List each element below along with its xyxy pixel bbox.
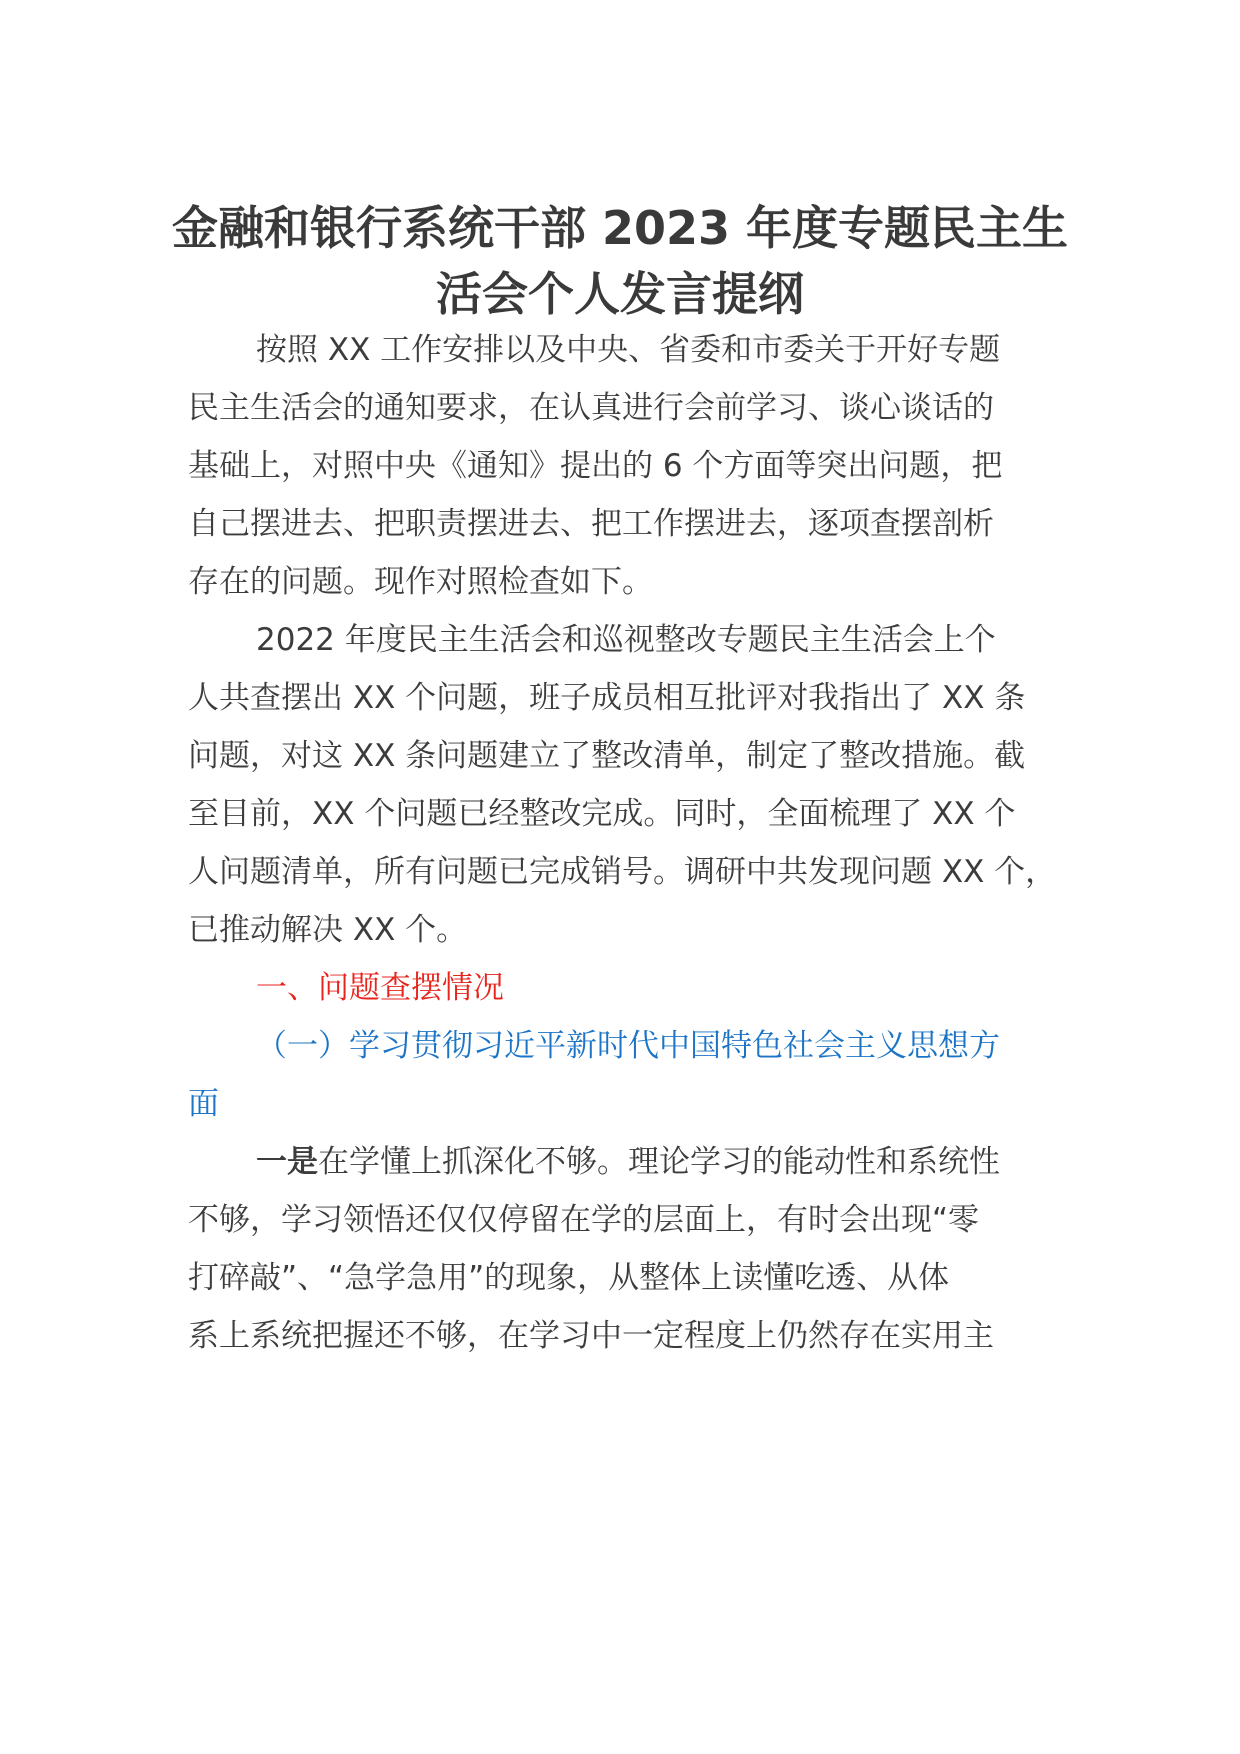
subsection-heading-line-1: （一）学习贯彻习近平新时代中国特色社会主义思想方 [256,1028,1000,1064]
paragraph-3-line-1-text: 在学懂上抓深化不够。理论学习的能动性和系统性 [318,1144,1000,1180]
paragraph-2-line-6: 已推动解决 XX 个。 [188,912,468,948]
paragraph-2-line-2: 人共查摆出 XX 个问题，班子成员相互批评对我指出了 XX 条 [188,680,1026,716]
document-title-line-2: 活会个人发言提纲 [436,267,804,321]
paragraph-1-line-3: 基础上，对照中央《通知》提出的 6 个方面等突出问题，把 [188,448,1003,484]
paragraph-3-line-4: 系上系统把握还不够，在学习中一定程度上仍然存在实用主 [188,1318,994,1354]
paragraph-1-line-1: 按照 XX 工作安排以及中央、省委和市委关于开好专题 [256,332,1001,368]
section-heading-problems: 一、问题查摆情况 [256,970,504,1006]
paragraph-3-lead: 一是 [256,1144,318,1180]
paragraph-1-line-4: 自己摆进去、把职责摆进去、把工作摆进去，逐项查摆剖析 [188,506,994,542]
paragraph-2-line-3: 问题，对这 XX 条问题建立了整改清单，制定了整改措施。截 [188,738,1026,774]
paragraph-3-line-2: 不够，学习领悟还仅仅停留在学的层面上，有时会出现“零 [188,1202,980,1238]
paragraph-1-line-2: 民主生活会的通知要求，在认真进行会前学习、谈心谈话的 [188,390,994,426]
paragraph-2-line-4: 至目前，XX 个问题已经整改完成。同时，全面梳理了 XX 个 [188,796,1016,832]
subsection-heading-line-2: 面 [188,1086,219,1122]
paragraph-3-line-1 [256,1140,1000,1184]
paragraph-1-line-5: 存在的问题。现作对照检查如下。 [188,564,653,600]
document-title-line-1: 金融和银行系统干部 2023 年度专题民主生 [171,201,1069,255]
paragraph-2-line-5: 人问题清单，所有问题已完成销号。调研中共发现问题 XX 个， [188,854,1057,890]
paragraph-3-line-3: 打碎敲”、“急学急用”的现象，从整体上读懂吃透、从体 [188,1260,950,1296]
paragraph-2-line-1: 2022 年度民主生活会和巡视整改专题民主生活会上个 [256,622,996,658]
